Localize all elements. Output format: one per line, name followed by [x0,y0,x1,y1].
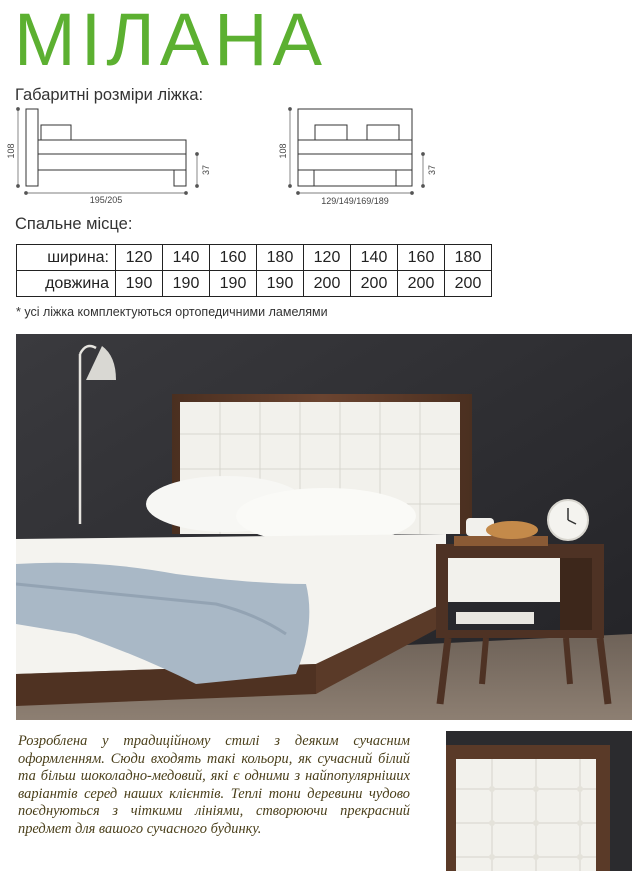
length-row [17,271,492,297]
slats-note: * усі ліжка комплектуються ортопедичними ламелями [16,305,328,319]
width-cell: 120 [304,245,351,271]
width-cell: 140 [351,245,398,271]
width-cell: 160 [210,245,257,271]
side-height-label: 108 [6,143,16,159]
side-leg-label: 37 [201,164,211,176]
dimensions-caption: Габаритні розміри ліжка: [15,86,204,104]
sleeping-area-table [16,244,492,297]
bed-room-photo [16,334,632,720]
length-cell: 200 [304,271,351,297]
width-cell: 160 [398,245,445,271]
sleeping-area-caption: Спальне місце: [15,215,133,233]
length-cell: 190 [257,271,304,297]
front-leg-label: 37 [427,164,437,176]
width-row-label: ширина: [17,245,116,271]
bed-front-view-diagram [276,104,456,208]
width-cell: 180 [257,245,304,271]
length-cell: 200 [445,271,492,297]
front-height-label: 108 [278,143,288,159]
width-cell: 140 [163,245,210,271]
length-cell: 190 [163,271,210,297]
headboard-detail-photo [446,731,632,871]
length-cell: 190 [210,271,257,297]
product-description: Розроблена у традиційному стилі з деяким сучасним оформленням. Сюди входять такі кольори, як сучасний білий та більш шоколадно-медовий, які є одними з найпопулярніших варіантів серед наших клієнтів. Теплі тони деревини чудово поєднуються з чіткими лініями, створюючи прекрасний предмет для вашого сучасного будинку. [18,733,410,837]
bed-side-view-diagram [4,104,224,204]
width-row [17,245,492,271]
product-title: МІЛАНА [14,0,327,81]
length-cell: 200 [351,271,398,297]
length-row-label: довжина [17,271,116,297]
width-cell: 180 [445,245,492,271]
length-cell: 190 [116,271,163,297]
front-width-label: 129/149/169/189 [321,196,389,206]
side-length-label: 195/205 [89,195,123,204]
length-cell: 200 [398,271,445,297]
width-cell: 120 [116,245,163,271]
